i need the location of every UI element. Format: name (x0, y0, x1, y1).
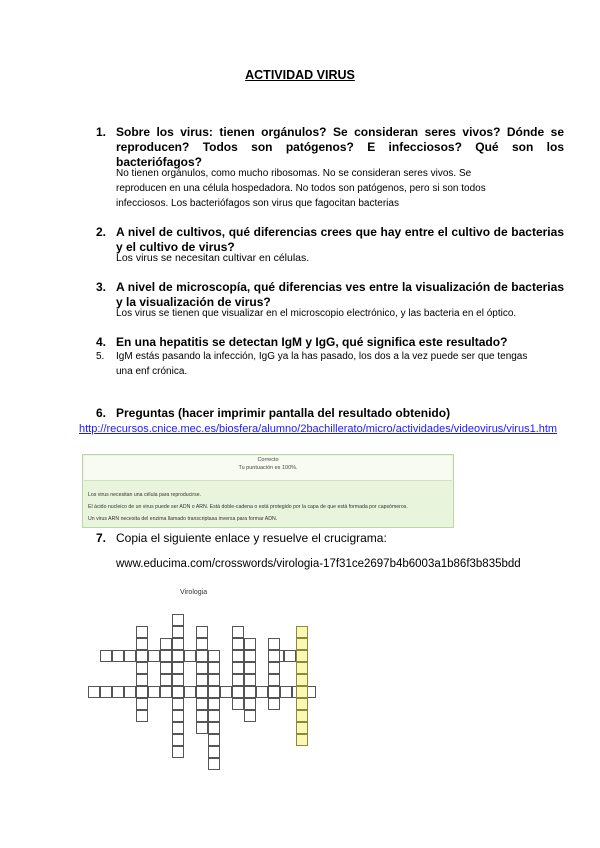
question-3-text: A nivel de microscopía, qué diferencias ves entre la visualización de bacterias y la visualización de virus? (116, 280, 564, 309)
crossword-cell[interactable] (196, 698, 208, 710)
crossword-cell[interactable] (244, 698, 256, 710)
crossword-cell[interactable] (196, 710, 208, 722)
crossword-cell[interactable] (172, 638, 184, 650)
crossword-cell[interactable] (136, 626, 148, 638)
crossword-cell[interactable] (268, 674, 280, 686)
crossword-cell[interactable] (124, 686, 136, 698)
crossword-cell[interactable] (208, 650, 220, 662)
question-4-text: En una hepatitis se detectan IgM y IgG, qué significa este resultado? (116, 335, 508, 349)
crossword-cell[interactable] (296, 734, 308, 746)
quiz-result-status: Correcto (257, 457, 279, 463)
question-3-answer: Los virus se tienen que visualizar en el microscopio electrónico, y las bacteria en el óptico. (116, 308, 517, 319)
question-6-number: 6. (96, 406, 107, 420)
crossword-cell[interactable] (148, 650, 160, 662)
question-4-answer-number: 5. (96, 351, 105, 362)
crossword-cell[interactable] (172, 674, 184, 686)
crossword-cell[interactable] (184, 650, 196, 662)
crossword-cell[interactable] (244, 650, 256, 662)
crossword-cell[interactable] (296, 698, 308, 710)
crossword-cell[interactable] (172, 710, 184, 722)
crossword-cell[interactable] (172, 722, 184, 734)
crossword-cell[interactable] (136, 686, 148, 698)
crossword-cell[interactable] (196, 674, 208, 686)
crossword-cell[interactable] (88, 686, 100, 698)
crossword-cell[interactable] (172, 626, 184, 638)
question-4-number: 4. (96, 335, 107, 349)
crossword-cell[interactable] (208, 662, 220, 674)
crossword-cell[interactable] (296, 722, 308, 734)
crossword-cell[interactable] (136, 650, 148, 662)
crossword-cell[interactable] (136, 698, 148, 710)
question-7-text: Copia el siguiente enlace y resuelve el crucigrama: (116, 531, 387, 545)
crossword-cell[interactable] (208, 758, 220, 770)
crossword-cell[interactable] (296, 674, 308, 686)
question-2-text: A nivel de cultivos, qué diferencias crees que hay entre el cultivo de bacterias y el cultivo de virus? (116, 225, 564, 254)
crossword-cell[interactable] (172, 662, 184, 674)
question-7-number: 7. (96, 531, 107, 545)
crossword-cell[interactable] (244, 686, 256, 698)
crossword-cell[interactable] (244, 638, 256, 650)
crossword-cell[interactable] (136, 638, 148, 650)
crossword-cell[interactable] (112, 686, 124, 698)
crossword-cell[interactable] (296, 686, 308, 698)
crossword-cell[interactable] (208, 734, 220, 746)
crossword-cell[interactable] (148, 686, 160, 698)
crossword-cell[interactable] (256, 686, 268, 698)
crossword-cell[interactable] (208, 686, 220, 698)
crossword-cell[interactable] (268, 662, 280, 674)
crossword-cell[interactable] (232, 674, 244, 686)
crossword-cell[interactable] (244, 710, 256, 722)
crossword-cell[interactable] (172, 614, 184, 626)
crossword-cell[interactable] (268, 686, 280, 698)
crossword-cell[interactable] (184, 686, 196, 698)
question-2-answer: Los virus se necesitan cultivar en células. (116, 252, 310, 264)
crossword-cell[interactable] (232, 662, 244, 674)
crossword-cell[interactable] (100, 686, 112, 698)
crossword-cell[interactable] (232, 638, 244, 650)
crossword-cell[interactable] (160, 674, 172, 686)
crossword-cell[interactable] (196, 626, 208, 638)
crossword-cell[interactable] (244, 662, 256, 674)
crossword-cell[interactable] (196, 722, 208, 734)
crossword-cell[interactable] (296, 650, 308, 662)
crossword-cell[interactable] (232, 686, 244, 698)
crossword-cell[interactable] (208, 710, 220, 722)
crossword-cell[interactable] (208, 674, 220, 686)
question-1-text: Sobre los virus: tienen orgánulos? Se consideran seres vivos? Dónde se reproducen? Todos son patógenos? E infecciosos? Qué son los bacteriófagos? (116, 125, 564, 169)
crossword-cell[interactable] (160, 638, 172, 650)
crossword-cell[interactable] (232, 626, 244, 638)
quiz-result-line-1: Los virus necesitan una célula para reproducirse. (88, 492, 202, 498)
crossword-cell[interactable] (268, 638, 280, 650)
biosfera-link[interactable]: http://recursos.cnice.mec.es/biosfera/alumno/2bachillerato/micro/actividades/videovirus/virus1.htm (79, 423, 558, 435)
crossword-cell[interactable] (296, 638, 308, 650)
question-1-number: 1. (96, 125, 107, 139)
crossword-cell[interactable] (100, 650, 112, 662)
question-3-number: 3. (96, 280, 107, 294)
crossword-cell[interactable] (136, 662, 148, 674)
crossword-cell[interactable] (196, 638, 208, 650)
crossword-cell[interactable] (232, 650, 244, 662)
question-1-answer: No tienen orgánulos, como mucho ribosomas. No se consideran seres vivos. Se reproducen en una célula hospedadora. No todos son patógenos, pero si son todos infecciosos. Los bacteriófagos son virus que fagocitan bacterias (116, 168, 486, 209)
crossword-cell[interactable] (208, 722, 220, 734)
crossword-cell[interactable] (112, 650, 124, 662)
crossword-cell[interactable] (172, 734, 184, 746)
crossword-cell[interactable] (208, 746, 220, 758)
crossword-cell[interactable] (232, 698, 244, 710)
crossword-cell[interactable] (136, 674, 148, 686)
crossword-cell[interactable] (160, 662, 172, 674)
crossword-cell[interactable] (208, 698, 220, 710)
crossword-cell[interactable] (160, 650, 172, 662)
crossword-cell[interactable] (124, 650, 136, 662)
crossword-cell[interactable] (196, 650, 208, 662)
page-title: ACTIVIDAD VIRUS (245, 68, 355, 82)
crossword-cell[interactable] (280, 686, 292, 698)
crossword-cell[interactable] (296, 626, 308, 638)
crossword-cell[interactable] (172, 698, 184, 710)
crossword-cell[interactable] (160, 686, 172, 698)
question-4-answer: IgM estás pasando la infección, IgG ya la has pasado, los dos a la vez puede ser que tengas una enf crónica. (116, 351, 528, 377)
quiz-result-score: Tu puntuación es 100%. (238, 465, 298, 471)
crossword-cell[interactable] (268, 698, 280, 710)
crossword-title: Virologia (180, 589, 208, 596)
crossword-cell[interactable] (284, 650, 296, 662)
quiz-result-line-3: Un virus ARN necesita del enzima llamado transcriptasa inversa para formar ADN. (88, 516, 278, 522)
crossword-cell[interactable] (172, 746, 184, 758)
crossword-cell[interactable] (220, 686, 232, 698)
crossword-cell[interactable] (268, 650, 280, 662)
crossword-cell[interactable] (196, 686, 208, 698)
crossword-cell[interactable] (172, 650, 184, 662)
quiz-result-line-2: El ácido nucleico de un virus puede ser ADN o ARN. Está doble-cadena o está protegido por la capa de que está formada por capsómeros. (88, 504, 408, 510)
crossword-cell[interactable] (296, 710, 308, 722)
crossword-cell[interactable] (244, 674, 256, 686)
crossword-cell[interactable] (296, 662, 308, 674)
question-6-text: Preguntas (hacer imprimir pantalla del resultado obtenido) (116, 406, 451, 420)
crossword-cell[interactable] (196, 662, 208, 674)
crossword-cell[interactable] (136, 710, 148, 722)
crossword-url: www.educima.com/crosswords/virologia-17f31ce2697b4b6003a1b86f3b835bdd (116, 558, 521, 570)
question-2-number: 2. (96, 225, 107, 239)
crossword-cell[interactable] (172, 686, 184, 698)
